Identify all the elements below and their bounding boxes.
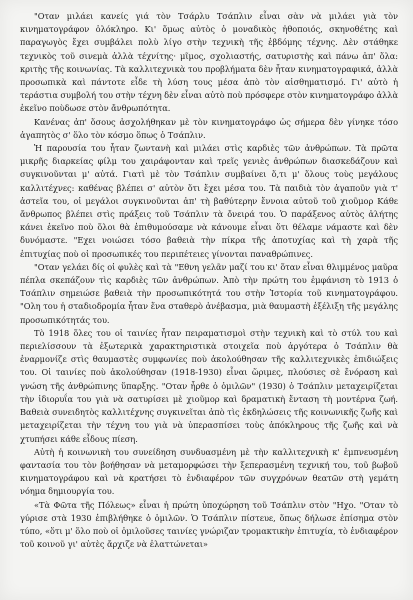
paragraph-3: Ἡ παρουσία του ἦταν ζωντανὴ καὶ μιλάει στὶς καρδιὲς τῶν ἀνθρώπων. Τὰ πρῶτα μικρῆς διαρκείας φίλμ του χαιράφονταν καὶ τρεῖς γενιὲς ἀνθρώπων διασκεδάζουν καὶ συγκινοῦνται μ' αὐτά. Γιατὶ μὲ τὸν Τσάπλιν συμβαίνει ὅ,τι μ' ὅλους τοὺς μεγάλους καλλιτέχνες: καθένας βλέπει σ' αὐτὸν ὅτι ἔχει μέσα του. Τὰ παιδιὰ τὸν ἀγαποῦν γιὰ τ' ἀστεῖα του, οἱ μεγάλοι συγκινοῦνται ἀπ' τὴ βαθύτερην ἔννοια αὐτοῦ τοῦ χιοῦμορ Κάθε ἄνθρωπος βλέπει στὶς πράξεις τοῦ Τσάπλιν τὰ ὄνειρά του. Ὁ παράξενος αὐτὸς ἀλήτης κάνει ἐκεῖνο ποὺ ὅλοι θὰ ἐπιθυμούσαμε νὰ κάνουμε εἶναι ὅτι θέλαμε νάμαστε καὶ δὲν δυνόμαστε. "Εχει νοιώσει τόσο βαθειὰ τὴν πίκρα τῆς ἀποτυχίας καὶ τὴ χαρὰ τῆς ἐπιτυχίας ποὺ οἱ προσωπικές του περιπέτειες γίνονται παναθρώπινες. — [20, 143, 398, 259]
article-body — [20, 10, 398, 551]
paragraph-4: "Οταν γελάει δίς οἱ φυλὲς καὶ τὰ "Εθνη γελᾶν μαζί του κι' ὅταν εἶναι θλιμμένος μαῦρα πέπλα σκεπάζουν τὶς καρδιὲς τῶν ἀνθρώπων. Ἀπὸ τὴν πρώτη του ἐμφάνιση τὸ 1913 ὁ Τσάπλιν σημειώσε βαθειὰ τὴν προσωπικότητά του στὴν Ἱστορία τοῦ κινηματογράφου. "Ολη του ἡ σταδιοδρομία ἦταν ἕνα σταθερὸ ἀνέβασμα, μιὰ θαυμαστὴ ἐξέλιξη τῆς μεγάλης προσωπικότητάς του. — [20, 261, 398, 325]
paragraph-7: «Τὰ Φῶτα τῆς Πόλεως» εἶναι ἡ πρώτη ὑποχώρηση τοῦ Τσάπλιν στὸν "Ηχο. "Οταν τὸ γύρισε στὰ 1930 ἐπιβλήθηκε ὁ ὁμιλῶν. Ὁ Τσάπλιν πίστευε, ὅπως δήλωσε ἐπίσημα στὸν τύπο, «ὅτι μ' ὅλο ποὺ οἱ ὁμιλοῦσες ταινίες γνώριζαν τρομακτικὴν ἐπιτυχία, τὸ ἐνδιαφέρον τοῦ κοινοῦ γι' αὐτὲς ἄρχιζε νὰ ἐλαττώνεται» — [20, 499, 398, 550]
paragraph-1: "Οταν μιλάει κανείς γιά τὸν Τσάρλυ Τσάπλιν εἶναι σὰν νὰ μιλάει γιὰ τὸν κινηματογράφον ὁλόκληρο. Κι' ὅμως αὐτὸς ὁ μοναδικὸς ἠθοποιός, σκηνοθέτης καὶ παραγωγὸς ἔχει συμβάλει πολὺ λίγο στὴν τεχνικὴ τῆς ἑβδόμης τέχνης. Δὲν στάθηκε τεχνικὸς τοῦ σινεμὰ ἀλλὰ τέχνίτης· μῖμος, σχολιαστής, σατυριστὴς καὶ πάνω ἀπ' ὅλα: κριτὴς τῆς κοινωνίας. Τὰ καλλιτεχνικὰ του προβλήματα δὲν ἦταν κινηματογραφικά, ἀλλὰ προσωπικὰ καὶ πάντοτε εἶδε τὴ λύση τους μέσα ἀπὸ τὸν αἰσθηματισμό. Γι' αὐτὸ ἡ τεράστια συμβολή του στὴν τέχνη δὲν εἶναι αὐτὸ ποὺ πρόσφερε στὸν κινηματογράφο ἀλλὰ ἐκεῖνο ποὺδωσε στὸν ἄνθρωπότητα. — [20, 11, 398, 114]
paragraph-5: Τὸ 1918 ὅλες του οἱ ταινίες ἦταν πειραματισμοὶ στὴν τεχνικὴ καὶ τὸ στύλ του καὶ περιελίσσουν τὰ ἐξωτερικὰ χαρακτηριστικὰ στοιχεῖα ποὺ ἀργότερα ὁ Τσάπλιν θὰ ἐναρμονίζε στὶς θαυμαστὲς συμφωνίες ποὺ ἀκολούθησαν τῆς καλλιτεχνικὲς ἐπιδιώξεις του. Οἱ ταινίες ποὺ ἀκολούθησαν (1918-1930) εἶναι ὥριμες, πλούσιες σὲ ἔνόραση καὶ γνώση τῆς ἀνθρώπινης ὕπαρξης. "Οταν ἦρθε ὁ ὁμιλῶν" (1930) ὁ Τσάπλιν μεταχειρίζεται τὴν ἰδιορυΐα του γιὰ νὰ σατυρίσει μὲ χιοῦμορ καὶ δραματικὴ ἔνταση τὴ μοντέρνα ζωή. Βαθειὰ συνειδητὸς καλλιτέχνης συγκινεῖται ἀπὸ τὶς ἐκδηλώσεις τῆς κοινωνικῆς ζωῆς καὶ μεταχειρίζεται τὴν τέχνη του γιὰ νὰ ὑπερασπίσει τοὺς ἀπόκληρους τῆς ζωῆς καὶ νὰ χτυπήσει κάθε εἶδους πίεση. — [20, 327, 398, 444]
paragraph-6: Αὐτὴ ἡ κοινωνικὴ του συνείδηση συνδυασμένη μὲ τὴν καλλιτεχνικὴ κ' ἐμπνευσμένη φαντασία του τὸν βοήθησαν νὰ μεταμορφώσει τὴν ξεπερασμένη τεχνική του, τοῦ βωβοῦ κινηματογράφου καὶ νὰ κρατήσει τὸ ἐνδιαφέρον τῶν συγχρόνων θεατῶν στὴ γεμάτη νόημα δημιουργία του. — [20, 446, 398, 497]
paragraph-2: Κανένας ἀπ' ὅσους ἀσχολήθηκαν μὲ τὸν κινηματογράφο ὡς σήμερα δὲν γίνηκε τόσο ἀγαπητὸς σ' ὅλο τὸν κόσμο ὅπως ὁ Τσάπλιν. — [20, 116, 398, 140]
